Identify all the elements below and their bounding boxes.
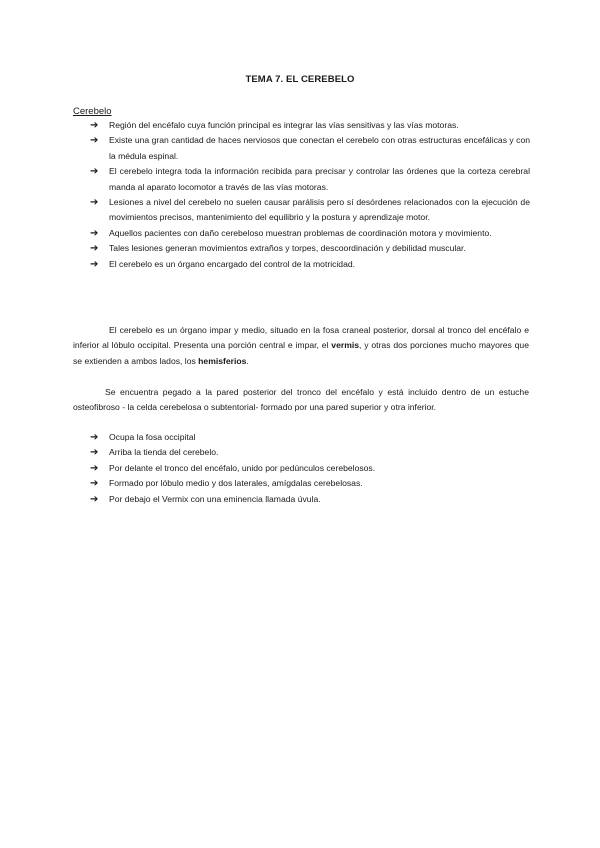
section-heading: Cerebelo (73, 106, 112, 117)
paragraph-location: Se encuentra pegado a la pared posterior del tronco del encéfalo y está incluido dentro de un estuche osteofibroso - la celda cerebelosa o subtentorial- formado por una pared superior y otra inferior. (73, 387, 529, 413)
list-item: ➔ Formado por lóbulo medio y dos laterales, amígdalas cerebelosas. (90, 478, 363, 490)
paragraph-description: El cerebelo es un órgano impar y medio, situado en la fosa craneal posterior, dorsal al tronco del encéfalo e inferior al lóbulo occipital. Presenta una porción central e impar, el vermis, y otras dos porciones mucho mayores que se extienden a ambos lados, los hemisferios. (73, 325, 529, 366)
list-item: ➔ Existe una gran cantidad de haces nerviosos que conectan el cerebelo con otras estructuras encefálicas y con la médula espinal. (90, 135, 530, 161)
arrow-right-icon: ➔ (90, 447, 99, 459)
arrow-right-icon: ➔ (90, 135, 99, 147)
arrow-right-icon: ➔ (90, 120, 99, 131)
arrow-right-icon: ➔ (90, 432, 99, 443)
list-item: ➔ Tales lesiones generan movimientos extraños y torpes, descoordinación y debilidad muscular. (90, 243, 466, 255)
list-item: ➔ El cerebelo es un órgano encargado del control de la motricidad. (90, 258, 356, 270)
list-item: ➔ Arriba la tienda del cerebelo. (90, 447, 219, 459)
list-item: ➔ Lesiones a nivel del cerebelo no suelen causar parálisis pero sí desórdenes relacionados con la ejecución de movimientos precisos, mantenimiento del equilibrio y la postura y aprendizaje motor. (90, 197, 530, 223)
arrow-right-icon: ➔ (90, 258, 99, 270)
list-item: ➔ Aquellos pacientes con daño cerebeloso muestran problemas de coordinación motora y movimiento. (90, 227, 492, 239)
arrow-right-icon: ➔ (90, 243, 99, 255)
bullet-list-cerebelo (90, 118, 530, 272)
list-item: ➔ El cerebelo integra toda la información recibida para precisar y controlar las órdenes que la corteza cerebral manda al aparato locomotor a través de las vías motoras. (90, 166, 530, 192)
arrow-right-icon: ➔ (90, 227, 99, 239)
arrow-right-icon: ➔ (90, 462, 99, 474)
list-item: ➔ Por debajo el Vermix con una eminencia llamada úvula. (90, 493, 321, 505)
arrow-right-icon: ➔ (90, 478, 99, 490)
list-item: ➔ Ocupa la fosa occipital (90, 432, 196, 443)
arrow-right-icon: ➔ (90, 166, 99, 178)
list-item: ➔ Por delante el tronco del encéfalo, unido por pedúnculos cerebelosos. (90, 462, 376, 474)
page-title: TEMA 7. EL CEREBELO (245, 74, 355, 85)
arrow-right-icon: ➔ (90, 493, 99, 505)
bullet-list-location (90, 430, 530, 507)
arrow-right-icon: ➔ (90, 197, 99, 209)
list-item: ➔ Región del encéfalo cuya función principal es integrar las vías sensitivas y las vías motoras. (90, 120, 459, 131)
